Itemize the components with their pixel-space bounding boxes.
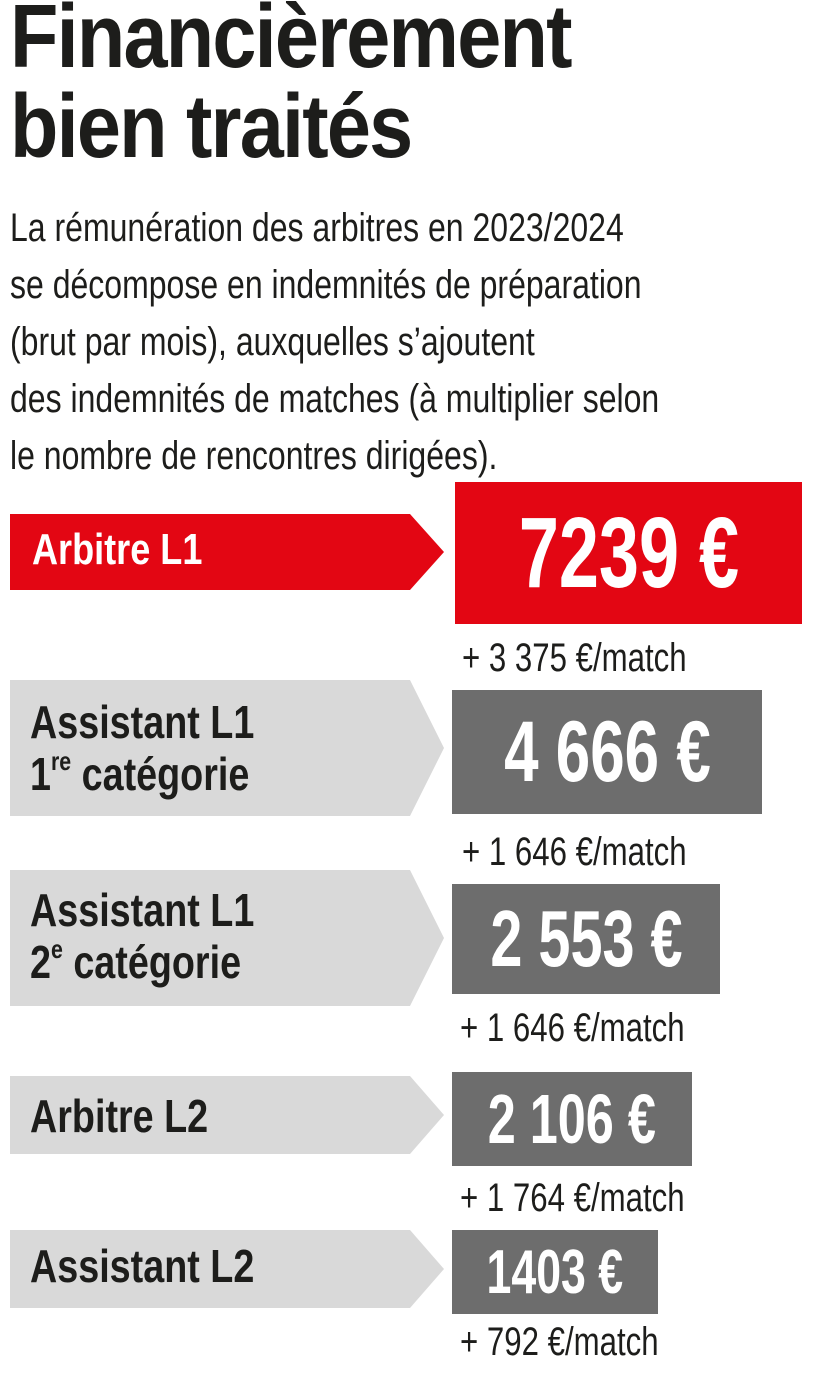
monthly-value-box bbox=[452, 690, 762, 814]
category-label-line-1: Assistant L1 bbox=[30, 696, 255, 748]
per-match-value: + 1 646 €/match bbox=[460, 1006, 685, 1050]
subtitle bbox=[10, 200, 730, 485]
category-label bbox=[30, 1240, 254, 1292]
category-arrow bbox=[410, 514, 444, 590]
category-label-line-2: 2e catégorie bbox=[30, 933, 242, 988]
monthly-value-box bbox=[452, 1230, 658, 1314]
subtitle-line-3: (brut par mois), auxquelles s’ajoutent bbox=[10, 320, 535, 364]
monthly-value: 1403 € bbox=[486, 1237, 624, 1307]
category-label bbox=[30, 884, 254, 988]
category-arrow bbox=[410, 1076, 444, 1154]
ordinal-suffix: re bbox=[50, 745, 72, 776]
per-match-value: + 1 646 €/match bbox=[462, 830, 687, 874]
monthly-value-box bbox=[452, 1072, 692, 1166]
monthly-value: 4 666 € bbox=[503, 703, 711, 800]
title-line-2: bien traités bbox=[10, 77, 412, 177]
category-arrow bbox=[410, 1230, 444, 1308]
monthly-value-box bbox=[452, 884, 720, 994]
category-arrow bbox=[410, 680, 444, 816]
per-match-value: + 3 375 €/match bbox=[462, 636, 687, 680]
category-arrow bbox=[410, 870, 444, 1006]
monthly-value: 2 553 € bbox=[489, 894, 683, 983]
category-label bbox=[32, 524, 202, 576]
category-label-line-1: Assistant L1 bbox=[30, 884, 255, 936]
per-match-value: + 1 764 €/match bbox=[460, 1176, 685, 1220]
category-label bbox=[30, 696, 254, 800]
subtitle-line-4: des indemnités de matches (à multiplier selon bbox=[10, 377, 660, 421]
subtitle-line-5: le nombre de rencontres dirigées). bbox=[10, 434, 498, 478]
subtitle-line-1: La rémunération des arbitres en 2023/2024 bbox=[10, 206, 624, 250]
category-label-line-1: Arbitre L2 bbox=[30, 1090, 209, 1142]
per-match-value: + 792 €/match bbox=[460, 1320, 659, 1364]
subtitle-line-2: se décompose en indemnités de préparation bbox=[10, 263, 642, 307]
monthly-value-box bbox=[455, 482, 802, 624]
monthly-value: 7239 € bbox=[518, 496, 739, 609]
title-line-1: Financièrement bbox=[10, 0, 571, 87]
ordinal-suffix: e bbox=[50, 933, 63, 964]
category-label-line-2: 1re catégorie bbox=[30, 745, 250, 800]
category-label bbox=[30, 1090, 208, 1142]
category-label-line-1: Assistant L2 bbox=[30, 1240, 255, 1292]
monthly-value: 2 106 € bbox=[487, 1080, 657, 1158]
page-title bbox=[10, 0, 571, 177]
category-label-line-1: Arbitre L1 bbox=[32, 525, 203, 574]
